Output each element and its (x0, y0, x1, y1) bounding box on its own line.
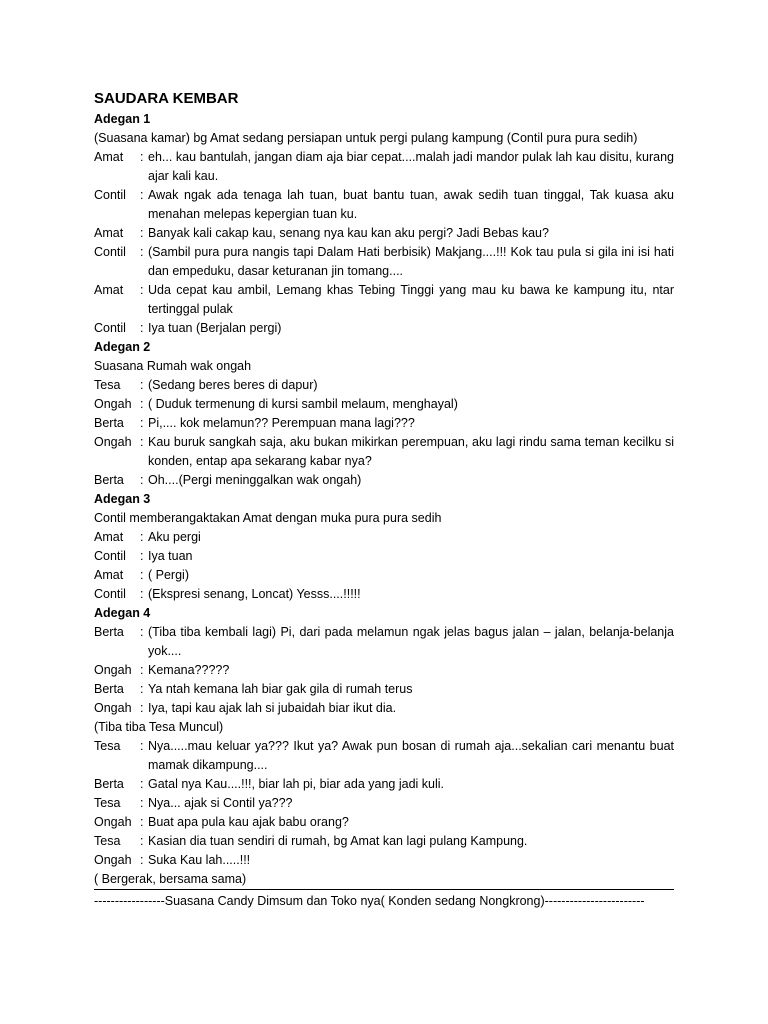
dialogue-line (94, 585, 674, 604)
dialogue-text: ( Pergi) (148, 568, 189, 582)
dialogue-line (94, 319, 674, 338)
scene-intro: Suasana Rumah wak ongah (94, 359, 252, 373)
dialogue-text: Suka Kau lah.....!!! (148, 853, 251, 867)
separator: : (140, 188, 144, 202)
separator: : (140, 777, 144, 791)
scene-intro: Contil memberangaktakan Amat dengan muka pura pura sedih (94, 511, 442, 525)
dialogue-text: Awak ngak ada tenaga lah tuan, buat bantu tuan, awak sedih tuan tinggal, Tak kuasa aku menahan melepas kepergian tuan ku. (148, 188, 674, 221)
dialogue-line (94, 395, 674, 414)
separator: : (140, 834, 144, 848)
speaker: Berta (94, 777, 124, 791)
separator: : (140, 245, 144, 259)
dialogue-text: Kasian dia tuan sendiri di rumah, bg Amat kan lagi pulang Kampung. (148, 834, 528, 848)
separator: : (140, 283, 144, 297)
speaker: Tesa (94, 834, 121, 848)
speaker: Tesa (94, 378, 121, 392)
dialogue-text: Nya.....mau keluar ya??? Ikut ya? Awak pun bosan di rumah aja...sekalian cari menantu buat mamak dikampung.... (148, 739, 674, 772)
speaker: Tesa (94, 796, 121, 810)
speaker: Berta (94, 473, 124, 487)
separator: : (140, 473, 144, 487)
scene-2 (94, 338, 674, 490)
dialogue-line (94, 414, 674, 433)
scene-heading: Adegan 3 (94, 492, 151, 506)
separator: : (140, 226, 144, 240)
scene-heading: Adegan 1 (94, 112, 151, 126)
dialogue-text: Iya tuan (Berjalan pergi) (148, 321, 282, 335)
dialogue-line (94, 433, 674, 471)
separator: : (140, 701, 144, 715)
separator: : (140, 397, 144, 411)
speaker: Berta (94, 416, 124, 430)
separator: : (140, 549, 144, 563)
dialogue-text: (Sambil pura pura nangis tapi Dalam Hati berbisik) Makjang....!!! Kok tau pula si gila ini isi hati dan empeduku, dasar keturanan jin tomang.... (148, 245, 674, 278)
dialogue-line (94, 376, 674, 395)
speaker: Ongah (94, 663, 132, 677)
dialogue-text: (Sedang beres beres di dapur) (148, 378, 318, 392)
dialogue-text: Banyak kali cakap kau, senang nya kau kan aku pergi? Jadi Bebas kau? (148, 226, 549, 240)
divider (94, 889, 674, 890)
separator: : (140, 435, 144, 449)
dialogue-line (94, 148, 674, 186)
scene-1 (94, 110, 674, 338)
dialogue-line (94, 775, 674, 794)
dialogue-line (94, 547, 674, 566)
dialogue-line (94, 794, 674, 813)
dialogue-line (94, 623, 674, 661)
scene-heading: Adegan 2 (94, 340, 151, 354)
separator: : (140, 853, 144, 867)
dialogue-line (94, 243, 674, 281)
separator: : (140, 682, 144, 696)
speaker: Amat (94, 568, 124, 582)
dialogue-text: Buat apa pula kau ajak babu orang? (148, 815, 349, 829)
scene-heading: Adegan 4 (94, 606, 151, 620)
speaker: Contil (94, 188, 126, 202)
dialogue-line (94, 224, 674, 243)
dialogue-line (94, 528, 674, 547)
speaker: Ongah (94, 701, 132, 715)
separator: : (140, 815, 144, 829)
separator: : (140, 530, 144, 544)
scene-4 (94, 604, 674, 889)
document-title: SAUDARA KEMBAR (94, 90, 239, 107)
dialogue-text: Iya tuan (148, 549, 193, 563)
speaker: Berta (94, 625, 124, 639)
dialogue-text: Aku pergi (148, 530, 201, 544)
separator: : (140, 796, 144, 810)
dialogue-line (94, 186, 674, 224)
separator: : (140, 568, 144, 582)
speaker: Amat (94, 226, 124, 240)
dialogue-line (94, 471, 674, 490)
separator: : (140, 378, 144, 392)
separator: : (140, 663, 144, 677)
speaker: Amat (94, 283, 124, 297)
separator: : (140, 739, 144, 753)
speaker: Ongah (94, 853, 132, 867)
speaker: Contil (94, 549, 126, 563)
scene-transition-note: -----------------Suasana Candy Dimsum dan Toko nya( Konden sedang Nongkrong)------------------------ (94, 894, 645, 908)
dialogue-text: Ya ntah kemana lah biar gak gila di rumah terus (148, 682, 413, 696)
stage-direction: (Tiba tiba Tesa Muncul) (94, 720, 224, 734)
separator: : (140, 150, 144, 164)
separator: : (140, 587, 144, 601)
dialogue-text: (Tiba tiba kembali lagi) Pi, dari pada melamun ngak jelas bagus jalan – jalan, belanja-belanja yok.... (148, 625, 674, 658)
dialogue-text: (Ekspresi senang, Loncat) Yesss....!!!!! (148, 587, 361, 601)
dialogue-text: Pi,.... kok melamun?? Perempuan mana lagi??? (148, 416, 415, 430)
speaker: Contil (94, 245, 126, 259)
speaker: Ongah (94, 397, 132, 411)
dialogue-line (94, 737, 674, 775)
dialogue-line (94, 851, 674, 870)
speaker: Contil (94, 321, 126, 335)
speaker: Tesa (94, 739, 121, 753)
dialogue-line (94, 281, 674, 319)
dialogue-line (94, 680, 674, 699)
dialogue-line (94, 832, 674, 851)
dialogue-line (94, 699, 674, 718)
separator: : (140, 416, 144, 430)
dialogue-text: Kemana????? (148, 663, 230, 677)
separator: : (140, 321, 144, 335)
speaker: Amat (94, 150, 124, 164)
dialogue-text: Uda cepat kau ambil, Lemang khas Tebing Tinggi yang mau ku bawa ke kampung itu, ntar tertinggal pulak (148, 283, 674, 316)
scene-3 (94, 490, 674, 604)
scene-intro: (Suasana kamar) bg Amat sedang persiapan untuk pergi pulang kampung (Contil pura pura sedih) (94, 131, 638, 145)
separator: : (140, 625, 144, 639)
dialogue-line (94, 813, 674, 832)
dialogue-text: Gatal nya Kau....!!!, biar lah pi, biar ada yang jadi kuli. (148, 777, 445, 791)
dialogue-line (94, 566, 674, 585)
dialogue-text: eh... kau bantulah, jangan diam aja biar cepat....malah jadi mandor pulak lah kau disitu, kurang ajar kali kau. (148, 150, 674, 183)
dialogue-text: ( Duduk termenung di kursi sambil melaum, menghayal) (148, 397, 458, 411)
dialogue-line (94, 661, 674, 680)
speaker: Ongah (94, 435, 132, 449)
dialogue-text: Iya, tapi kau ajak lah si jubaidah biar ikut dia. (148, 701, 397, 715)
speaker: Amat (94, 530, 124, 544)
speaker: Berta (94, 682, 124, 696)
dialogue-text: Nya... ajak si Contil ya??? (148, 796, 293, 810)
speaker: Ongah (94, 815, 132, 829)
dialogue-text: Oh....(Pergi meninggalkan wak ongah) (148, 473, 362, 487)
stage-direction: ( Bergerak, bersama sama) (94, 872, 247, 886)
dialogue-text: Kau buruk sangkah saja, aku bukan mikirkan perempuan, aku lagi rindu sama teman kecilku si konden, entap apa sekarang kabar nya? (148, 435, 674, 468)
speaker: Contil (94, 587, 126, 601)
